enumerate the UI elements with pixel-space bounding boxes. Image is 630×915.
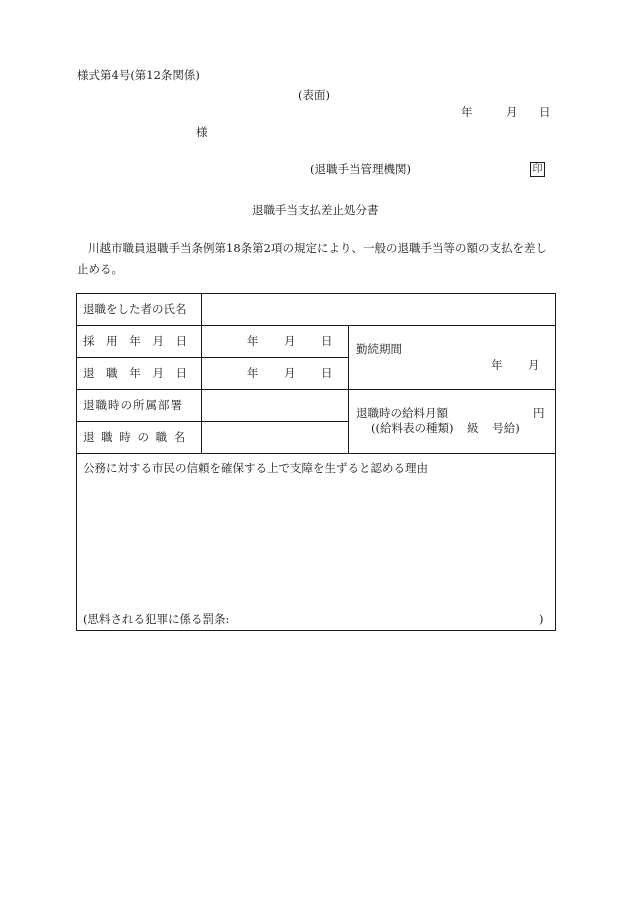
addressee-suffix: 様 [196,125,208,139]
department-field[interactable] [202,390,348,421]
position-field[interactable] [202,422,348,453]
seal-icon: 印 [530,162,545,177]
date-line [461,107,551,119]
date-month: 月 [506,105,518,119]
reason-field[interactable] [78,478,554,604]
service-label: 勤続期間 [356,342,402,356]
position-label: 退 職 時 の 職 名 [83,430,186,444]
row-divider [77,453,555,454]
penalty-close: ) [539,612,544,626]
form-table [76,293,556,631]
retire-day: 日 [321,366,333,380]
hire-month: 月 [284,334,296,348]
retire-year: 年 [247,366,259,380]
retire-month: 月 [284,366,296,380]
row-divider [77,325,555,326]
salary-unit: 円 [533,406,545,420]
name-field[interactable] [202,294,555,325]
service-month: 月 [528,358,540,372]
body-text: 川越市職員退職手当条例第18条第2項の規定により、一般の退職手当等の額の支払を差し止める。 [77,241,547,276]
name-label: 退職をした者の氏名 [83,302,187,316]
date-day: 日 [539,105,551,119]
department-label: 退職時の所属部署 [83,398,183,412]
service-year: 年 [491,358,503,372]
agency-label: (退職手当管理機関) [310,162,411,176]
salary-label: 退職時の給料月額 [356,406,448,420]
retire-date-label: 退 職 年 月 日 [83,366,188,380]
salary-detail: ((給料表の種類) 級 号給) [371,421,520,435]
column-divider [348,325,349,453]
form-number: 様式第4号(第12条関係) [77,68,200,82]
face-label: (表面) [298,88,330,102]
penalty-label: (思料される犯罪に係る罰条: [83,612,230,626]
date-year: 年 [461,105,473,119]
hire-date-label: 採 用 年 月 日 [83,334,188,348]
hire-year: 年 [247,334,259,348]
document-title: 退職手当支払差止処分書 [252,203,379,217]
reason-label: 公務に対する市民の信頼を確保する上で支障を生ずると認める理由 [83,461,428,475]
hire-day: 日 [321,334,333,348]
row-divider [77,357,348,358]
